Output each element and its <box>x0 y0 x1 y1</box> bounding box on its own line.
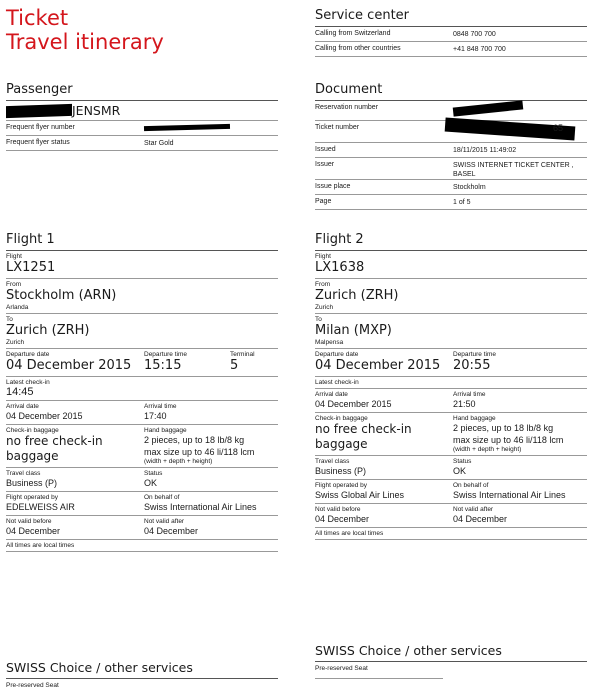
title-ticket: Ticket <box>6 6 69 30</box>
flight2-class: Business (P) <box>315 466 367 476</box>
flight2-checkin-bag: no free check-in baggage <box>315 422 412 451</box>
flight1-terminal: 5 <box>230 358 239 373</box>
flight2-dep-date: 04 December 2015 <box>315 358 441 373</box>
passenger-section <box>6 82 278 151</box>
flight1-dep-time: 15:15 <box>144 358 182 373</box>
flight1-dep-date: 04 December 2015 <box>6 358 132 373</box>
service-row-switzerland <box>315 27 587 42</box>
flight1-from-airport: Arlanda <box>6 304 29 311</box>
flight1-behalf: Swiss International Air Lines <box>144 502 257 512</box>
service-row-other <box>315 42 587 57</box>
flight2-from <box>315 279 587 314</box>
flight2-hand-bag-1: 2 pieces, up to 18 lb/8 kg <box>453 423 554 433</box>
flight1-arr-date-label: Arrival date <box>6 403 39 410</box>
flight2-from-airport: Zurich <box>315 304 334 311</box>
flight2-status: OK <box>453 466 467 476</box>
document-heading: Document <box>315 82 587 101</box>
flight2-hand-bag-2: max size up to 46 li/118 lcm <box>453 435 564 445</box>
service-center-section <box>315 8 587 57</box>
issuer-row <box>315 158 587 180</box>
flight2-validity <box>315 504 587 528</box>
ticket-number-row <box>315 121 587 143</box>
flight1-checkin-bag: no free check-in baggage <box>6 434 103 463</box>
flight2-flight <box>315 251 587 279</box>
flight2-checkin-bag-label: Check-in baggage <box>315 415 368 422</box>
page-row <box>315 195 587 210</box>
flight2-arrival <box>315 389 587 413</box>
redacted-ffn <box>144 124 230 131</box>
flight2-to <box>315 314 587 349</box>
flight1-arr-time-label: Arrival time <box>144 403 177 410</box>
flight1-checkin-bag-label: Check-in baggage <box>6 427 59 434</box>
issue-place-label: Issue place <box>315 183 351 190</box>
flight1-to <box>6 314 278 349</box>
page-label: Page <box>315 198 332 205</box>
flight2-class <box>315 456 587 480</box>
service-label-switzerland: Calling from Switzerland <box>315 30 391 37</box>
flight1-hand-bag-label: Hand baggage <box>144 427 187 434</box>
flight1-departure <box>6 349 278 377</box>
flight2-hand-bag-label: Hand baggage <box>453 415 496 422</box>
flight2-to-label: To <box>315 316 322 323</box>
passenger-heading: Passenger <box>6 82 278 101</box>
issuer-label: Issuer <box>315 161 335 168</box>
flight1-heading: Flight 1 <box>6 232 278 251</box>
service-label-other: Calling from other countries <box>315 45 401 52</box>
flight1-checkin <box>6 377 278 401</box>
flight2-dep-date-label: Departure date <box>315 351 359 358</box>
flight1-flight-number: LX1251 <box>6 260 56 275</box>
flight2-flight-number: LX1638 <box>315 260 365 275</box>
service-center-heading: Service center <box>315 8 587 27</box>
flight1-operated: EDELWEISS AIR <box>6 502 75 512</box>
flight1-validity <box>6 516 278 540</box>
redacted-reservation <box>453 100 524 116</box>
services-left-heading: SWISS Choice / other services <box>6 660 278 679</box>
flight1-dep-date-label: Departure date <box>6 351 50 358</box>
flight2-hand-bag-3: (width + depth + height) <box>453 446 522 453</box>
flight1-arr-time: 17:40 <box>144 411 167 421</box>
services-right-section <box>315 643 587 679</box>
flight1-nva: 04 December <box>144 526 199 536</box>
passenger-name: JENSMR <box>72 103 121 118</box>
services-right-heading: SWISS Choice / other services <box>315 643 587 662</box>
flight2-section <box>315 232 587 540</box>
flight2-operated-label: Flight operated by <box>315 482 368 489</box>
redacted-name <box>6 104 72 118</box>
flight2-operator <box>315 480 587 504</box>
issued-label: Issued <box>315 146 336 153</box>
ticket-number-suffix: 65 <box>553 123 564 133</box>
flight1-status-label: Status <box>144 470 163 477</box>
flight1-nvb: 04 December <box>6 526 61 536</box>
flight1-section <box>6 232 278 552</box>
flight1-class-label: Travel class <box>6 470 41 477</box>
services-left-seat-label: Pre-reserved Seat <box>6 682 59 689</box>
flight1-flight <box>6 251 278 279</box>
issuer-value: SWISS INTERNET TICKET CENTER , BASEL <box>453 162 574 178</box>
flight2-baggage <box>315 413 587 456</box>
flight2-checkin-label: Latest check-in <box>315 379 359 386</box>
flight1-operated-label: Flight operated by <box>6 494 59 501</box>
flight2-nvb: 04 December <box>315 514 370 524</box>
flight1-from-label: From <box>6 281 22 288</box>
flight1-checkin-label: Latest check-in <box>6 379 50 386</box>
issue-place-value: Stockholm <box>453 184 486 191</box>
reservation-label: Reservation number <box>315 104 379 111</box>
flight2-arr-date: 04 December 2015 <box>315 399 392 409</box>
services-left-section <box>6 660 278 689</box>
issued-row <box>315 143 587 158</box>
service-phone-other: +41 848 700 700 <box>453 46 506 53</box>
ffn-label: Frequent flyer number <box>6 124 75 131</box>
flight2-local-note: All times are local times <box>315 530 384 537</box>
flight1-checkin-time: 14:45 <box>6 386 34 398</box>
flight2-operated: Swiss Global Air Lines <box>315 490 405 500</box>
flight2-nva: 04 December <box>453 514 508 524</box>
flight1-hand-bag-1: 2 pieces, up to 18 lb/8 kg <box>144 435 245 445</box>
flight2-arr-time: 21:50 <box>453 399 476 409</box>
flight1-to-city: Zurich (ZRH) <box>6 323 90 338</box>
flight1-terminal-label: Terminal <box>230 351 255 358</box>
flight1-local-note-row <box>6 540 278 552</box>
flight1-from <box>6 279 278 314</box>
page-value: 1 of 5 <box>453 199 471 206</box>
flight1-status: OK <box>144 478 158 488</box>
flight1-baggage <box>6 425 278 468</box>
flight1-arrival <box>6 401 278 425</box>
flight2-local-note-row <box>315 528 587 540</box>
document-section <box>315 82 587 210</box>
flight1-arr-date: 04 December 2015 <box>6 411 83 421</box>
flight2-class-label: Travel class <box>315 458 350 465</box>
flight1-local-note: All times are local times <box>6 542 75 549</box>
ffn-row <box>6 121 278 136</box>
flight2-arr-time-label: Arrival time <box>453 391 486 398</box>
flight1-from-city: Stockholm (ARN) <box>6 288 117 303</box>
flight2-behalf-label: On behalf of <box>453 482 489 489</box>
flight1-behalf-label: On behalf of <box>144 494 180 501</box>
flight1-dep-time-label: Departure time <box>144 351 187 358</box>
flight2-status-label: Status <box>453 458 472 465</box>
services-right-seat-label: Pre-reserved Seat <box>315 665 368 672</box>
flight2-flight-label: Flight <box>315 253 331 260</box>
flight2-from-city: Zurich (ZRH) <box>315 288 399 303</box>
flight1-to-airport: Zurich <box>6 339 25 346</box>
flight2-dep-time-label: Departure time <box>453 351 496 358</box>
flight1-hand-bag-2: max size up to 46 li/118 lcm <box>144 447 255 457</box>
flight1-flight-label: Flight <box>6 253 22 260</box>
issued-value: 18/11/2015 11:49:02 <box>453 147 517 154</box>
flight2-behalf: Swiss International Air Lines <box>453 490 566 500</box>
passenger-name-row <box>6 101 278 121</box>
flight1-operator <box>6 492 278 516</box>
flight2-from-label: From <box>315 281 331 288</box>
ff-status-label: Frequent flyer status <box>6 139 70 146</box>
flight2-heading: Flight 2 <box>315 232 587 251</box>
flight2-to-city: Milan (MXP) <box>315 323 392 338</box>
flight2-departure <box>315 349 587 377</box>
flight2-nvb-label: Not valid before <box>315 506 361 513</box>
flight1-nva-label: Not valid after <box>144 518 185 525</box>
flight1-hand-bag-3: (width + depth + height) <box>144 458 213 465</box>
service-phone-switzerland: 0848 700 700 <box>453 31 496 38</box>
flight1-nvb-label: Not valid before <box>6 518 52 525</box>
ticket-number-label: Ticket number <box>315 124 360 131</box>
flight2-to-airport: Malpensa <box>315 339 344 346</box>
flight1-class: Business (P) <box>6 478 58 488</box>
ticket-title <box>6 6 164 54</box>
flight1-class <box>6 468 278 492</box>
issue-place-row <box>315 180 587 195</box>
flight2-arr-date-label: Arrival date <box>315 391 348 398</box>
ff-status-value: Star Gold <box>144 140 174 147</box>
ff-status-row <box>6 136 278 151</box>
flight1-to-label: To <box>6 316 13 323</box>
flight2-checkin <box>315 377 587 389</box>
flight2-dep-time: 20:55 <box>453 358 491 373</box>
flight2-nva-label: Not valid after <box>453 506 494 513</box>
title-itinerary: Travel itinerary <box>6 30 164 54</box>
